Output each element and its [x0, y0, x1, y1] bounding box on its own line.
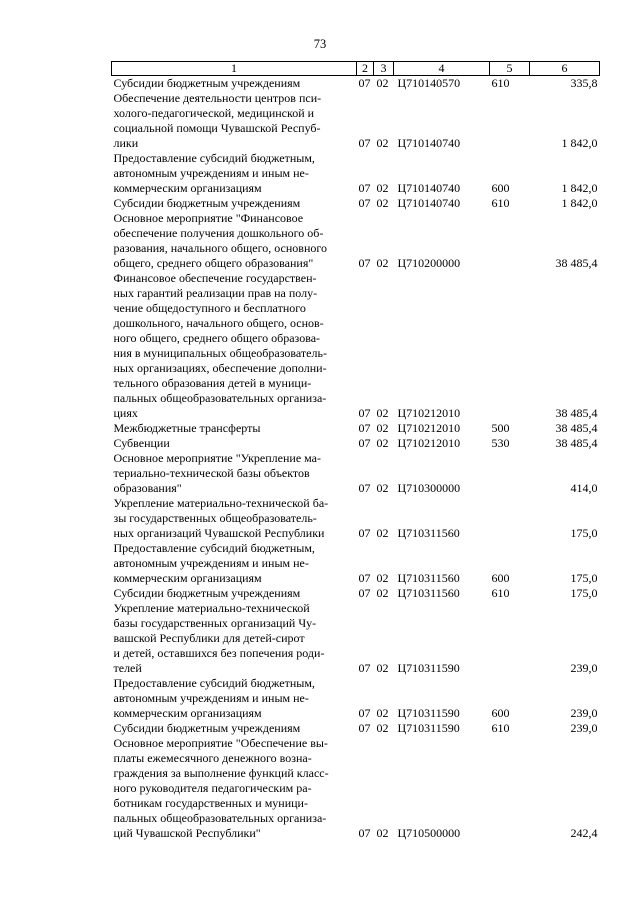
row-subsection: 02: [376, 76, 389, 90]
row-section: 07: [358, 196, 371, 210]
row-subsection: 02: [376, 706, 389, 720]
row-amount: 1 842,0: [561, 181, 598, 195]
row-name: Субсидии бюджетным учреждениям: [113, 721, 301, 735]
header-col-name: 1: [112, 62, 357, 76]
row-target-article: Ц710311560: [397, 526, 460, 540]
page-number: 73: [313, 37, 327, 51]
row-name: Субсидии бюджетным учреждениям: [113, 196, 301, 210]
row-section: 07: [358, 406, 371, 420]
row-target-article: Ц710140740: [397, 136, 461, 150]
row-section: 07: [358, 181, 371, 195]
row-expense-type: 600: [491, 181, 510, 195]
row-name: Основное мероприятие "Укрепление ма- териально-технической базы объектов образования": [113, 451, 321, 495]
row-expense-type: [490, 451, 530, 496]
table-row: [112, 721, 600, 736]
row-section: 07: [358, 661, 371, 675]
row-expense-type: [490, 91, 530, 151]
row-target-article: Ц710212010: [397, 436, 461, 450]
table-row: [112, 76, 600, 92]
row-target-article: Ц710311590: [397, 661, 460, 675]
row-name: Укрепление материально-технической ба- зы государственных общеобразователь- ных организаций Чувашской Республики: [113, 496, 329, 540]
row-amount: 38 485,4: [555, 406, 598, 420]
row-subsection: 02: [376, 256, 389, 270]
row-amount: 1 842,0: [561, 196, 598, 210]
row-target-article: Ц710200000: [397, 256, 461, 270]
row-expense-type: [490, 601, 530, 676]
row-expense-type: [490, 496, 530, 541]
row-subsection: 02: [376, 571, 389, 585]
row-target-article: Ц710311560: [397, 586, 460, 600]
table-row: [112, 91, 600, 151]
table-row: [112, 496, 600, 541]
row-amount: 239,0: [570, 721, 598, 735]
row-target-article: Ц710311590: [397, 706, 460, 720]
row-amount: 175,0: [570, 571, 598, 585]
table-header: [112, 62, 600, 76]
row-expense-type: [490, 736, 530, 841]
row-amount: 239,0: [570, 706, 598, 720]
row-name: Предоставление субсидий бюджетным, автономным учреждениям и иным не- коммерческим организациям: [113, 151, 315, 195]
row-amount: 239,0: [570, 661, 598, 675]
row-expense-type: 600: [491, 706, 510, 720]
row-section: 07: [358, 436, 371, 450]
row-expense-type: [490, 271, 530, 421]
header-col-cs: 4: [394, 62, 490, 76]
row-section: 07: [358, 481, 371, 495]
table-row: [112, 676, 600, 721]
row-name: Субсидии бюджетным учреждениям: [113, 586, 301, 600]
row-name: Предоставление субсидий бюджетным, автономным учреждениям и иным не- коммерческим организациям: [113, 676, 315, 720]
row-subsection: 02: [376, 481, 389, 495]
row-subsection: 02: [376, 586, 389, 600]
row-subsection: 02: [376, 436, 389, 450]
row-amount: 175,0: [570, 526, 598, 540]
row-amount: 242,4: [570, 826, 598, 840]
row-subsection: 02: [376, 406, 389, 420]
row-subsection: 02: [376, 136, 389, 150]
row-amount: 414,0: [570, 481, 598, 495]
row-section: 07: [358, 76, 371, 90]
row-amount: 38 485,4: [555, 436, 598, 450]
row-section: 07: [358, 586, 371, 600]
table-row: [112, 421, 600, 436]
row-expense-type: 600: [491, 571, 510, 585]
row-name: Основное мероприятие "Обеспечение вы- платы ежемесячного денежного возна- граждения за выполнение функций класс- ного руководителя педагогическим ра- ботникам государственных и муници- пальных общеобразовательных организа- ций Чувашской Республики": [113, 736, 329, 840]
table-row: [112, 436, 600, 451]
row-amount: 38 485,4: [555, 421, 598, 435]
header-col-rz: 2: [357, 62, 374, 76]
row-expense-type: 530: [491, 436, 510, 450]
row-amount: 38 485,4: [555, 256, 598, 270]
table-body: [112, 76, 600, 842]
header-col-sum: 6: [530, 62, 600, 76]
row-name: Укрепление материально-технической базы государственных организаций Чу- вашской Республики для детей-сирот и детей, оставшихся без попечения роди- телей: [113, 601, 325, 675]
row-target-article: Ц710140740: [397, 196, 461, 210]
row-amount: 335,8: [570, 76, 598, 90]
row-name: Основное мероприятие "Финансовое обеспечение получения дошкольного об- разования, начального общего, основного общего, среднего общего образования": [113, 211, 327, 270]
row-name: Предоставление субсидий бюджетным, автономным учреждениям и иным не- коммерческим организациям: [113, 541, 315, 585]
row-target-article: Ц710212010: [397, 421, 461, 435]
row-name: Финансовое обеспечение государствен- ных гарантий реализации прав на полу- чение общедоступного и бесплатного дошкольного, начального общего, основ- ного общего, среднего общего образова- ния в муниципальных общеобразователь- ных организациях, обеспечение дополни- тельного образования детей в муници- пальных общеобразовательных организа- циях: [113, 271, 327, 420]
table-row: [112, 196, 600, 211]
row-expense-type: 500: [491, 421, 510, 435]
row-expense-type: [490, 211, 530, 271]
row-target-article: Ц710212010: [397, 406, 461, 420]
table-row: [112, 736, 600, 841]
row-name: Межбюджетные трансферты: [113, 421, 261, 435]
budget-table: [111, 61, 600, 841]
row-amount: 1 842,0: [561, 136, 598, 150]
row-section: 07: [358, 256, 371, 270]
header-col-vr: 5: [490, 62, 530, 76]
table-row: [112, 541, 600, 586]
table-row: [112, 601, 600, 676]
row-section: 07: [358, 721, 371, 735]
row-subsection: 02: [376, 721, 389, 735]
row-expense-type: 610: [491, 196, 510, 210]
row-target-article: Ц710311590: [397, 721, 460, 735]
row-expense-type: 610: [491, 76, 510, 90]
table-row: [112, 586, 600, 601]
table-row: [112, 211, 600, 271]
row-subsection: 02: [376, 421, 389, 435]
header-row: [112, 62, 600, 76]
row-target-article: Ц710500000: [397, 826, 461, 840]
row-expense-type: 610: [491, 721, 510, 735]
table-row: [112, 451, 600, 496]
header-col-pr: 3: [374, 62, 394, 76]
row-target-article: Ц710140570: [397, 76, 461, 90]
row-amount: 175,0: [570, 586, 598, 600]
row-name: Субсидии бюджетным учреждениям: [113, 76, 301, 90]
row-section: 07: [358, 706, 371, 720]
row-expense-type: 610: [491, 586, 510, 600]
row-target-article: Ц710300000: [397, 481, 461, 495]
row-section: 07: [358, 136, 371, 150]
row-section: 07: [358, 826, 371, 840]
row-section: 07: [358, 571, 371, 585]
row-section: 07: [358, 421, 371, 435]
row-subsection: 02: [376, 181, 389, 195]
row-subsection: 02: [376, 526, 389, 540]
row-subsection: 02: [376, 826, 389, 840]
table-row: [112, 151, 600, 196]
row-target-article: Ц710311560: [397, 571, 460, 585]
table-row: [112, 271, 600, 421]
row-target-article: Ц710140740: [397, 181, 461, 195]
row-subsection: 02: [376, 661, 389, 675]
row-name: Обеспечение деятельности центров пси- холого-педагогической, медицинской и социальной помощи Чувашской Респуб- лики: [113, 91, 322, 150]
row-subsection: 02: [376, 196, 389, 210]
row-section: 07: [358, 526, 371, 540]
row-name: Субвенции: [113, 436, 170, 450]
